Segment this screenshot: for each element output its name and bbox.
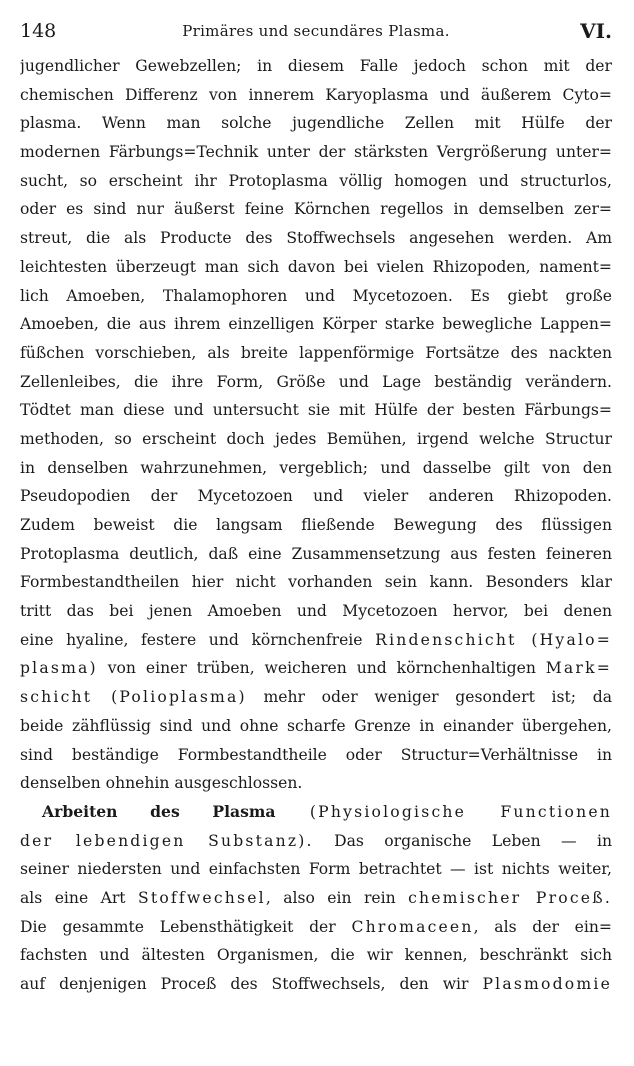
text-line: chemischen Differenz von innerem Karyoplasma und äußerem Cyto= — [20, 85, 612, 104]
text-line — [20, 654, 612, 683]
text-line: sind beständige Formbestandtheile oder Structur=Verhältnisse in — [20, 745, 612, 764]
text-line: jugendlicher Gewebzellen; in diesem Falle jedoch schon mit der — [20, 57, 612, 75]
text-line: Formbestandtheilen hier nicht vorhanden sein kann. Besonders klar — [20, 573, 612, 592]
text-line: methoden, so erscheint doch jedes Bemühen, irgend welche Structur — [20, 429, 612, 448]
text-line — [20, 884, 612, 913]
page-number: 148 — [20, 20, 57, 42]
text-line: streut, die als Producte des Stoffwechsels angesehen werden. Am — [20, 229, 612, 248]
text-segment: Die gesammte Lebensthätigkeit der — [20, 917, 352, 936]
text-line: plasma. Wenn man solche jugendliche Zellen mit Hülfe der — [20, 114, 612, 133]
text-line — [20, 827, 612, 856]
text-line: Zudem beweist die langsam fließende Bewegung des flüssigen — [20, 516, 612, 534]
text-line: modernen Färbungs=Technik unter der stärksten Vergrößerung unter= — [20, 143, 612, 162]
running-title: Primäres und secundäres Plasma. — [182, 22, 450, 40]
text-line — [20, 683, 612, 712]
text-line: Protoplasma deutlich, daß eine Zusammensetzung aus festen feineren — [20, 544, 612, 563]
text-segment: von einer trüben, weicheren und körnchenhaltigen — [97, 659, 546, 678]
emphasized-term: chemischer Proceß. — [408, 888, 612, 907]
paragraph-plasma-structure — [20, 52, 612, 798]
text-line — [20, 798, 612, 827]
text-line: füßchen vorschieben, als breite lappenförmige Fortsätze des nackten — [20, 343, 612, 362]
text-segment: als eine Art — [20, 888, 138, 907]
running-head — [20, 14, 612, 48]
text-line: lich Amoeben, Thalamophoren und Mycetozoen. Es giebt große — [20, 286, 612, 305]
text-line — [20, 970, 612, 999]
text-line: Tödtet man diese und untersucht sie mit Hülfe der besten Färbungs= — [20, 401, 612, 420]
text-line: Amoeben, die aus ihrem einzelligen Körper starke bewegliche Lappen= — [20, 315, 612, 334]
emphasized-term: Rindenschicht (Hyalo= — [375, 630, 612, 649]
emphasized-term: der lebendigen Substanz). — [20, 831, 314, 850]
emphasized-term: Stoffwechsel — [137, 888, 266, 907]
text-segment: auf denjenigen Proceß des Stoffwechsels, den wir — [20, 975, 483, 993]
chapter-number: VI. — [580, 19, 612, 43]
text-line: in denselben wahrzunehmen, vergeblich; und dasselbe gilt von den — [20, 458, 612, 477]
text-line: Pseudopodien der Mycetozoen und vieler anderen Rhizopoden. — [20, 487, 612, 506]
body-text — [20, 52, 612, 999]
text-line — [20, 913, 612, 942]
emphasized-term: (Physiologische Functionen — [275, 802, 612, 821]
emphasized-term: Plasmodomie — [482, 975, 612, 993]
text-segment: Das organische Leben — in — [313, 831, 612, 850]
text-segment: eine hyaline, festere und körnchenfreie — [20, 630, 376, 649]
text-line: Zellenleibes, die ihre Form, Größe und Lage beständig verändern. — [20, 372, 612, 391]
text-line: sucht, so erscheint ihr Protoplasma völlig homogen und structurlos, — [20, 171, 612, 190]
text-line: tritt das bei jenen Amoeben und Mycetozoen hervor, bei denen — [20, 602, 612, 621]
emphasized-term: Chromaceen — [351, 917, 474, 936]
paragraph-plasma-work — [20, 798, 612, 999]
section-heading: Arbeiten des Plasma — [42, 801, 276, 821]
text-line: oder es sind nur äußerst feine Körnchen regellos in demselben zer= — [20, 200, 612, 219]
text-segment: , als der ein= — [473, 917, 612, 936]
text-line: leichtesten überzeugt man sich davon bei vielen Rhizopoden, nament= — [20, 257, 612, 276]
emphasized-term: schicht (Polioplasma) — [20, 688, 247, 707]
text-line — [20, 626, 612, 655]
text-line: fachsten und ältesten Organismen, die wir kennen, beschränkt sich — [20, 946, 612, 965]
emphasized-term: Mark= — [545, 659, 612, 678]
text-segment: mehr oder weniger gesondert ist; da — [246, 688, 612, 707]
text-line-last: denselben ohnehin ausgeschlossen. — [20, 774, 303, 793]
text-segment: , also ein rein — [265, 888, 409, 907]
emphasized-term: plasma) — [20, 659, 98, 678]
text-line: seiner niedersten und einfachsten Form betrachtet — ist nichts weiter, — [20, 860, 612, 879]
text-line: beide zähflüssig sind und ohne scharfe Grenze in einander übergehen, — [20, 716, 612, 735]
